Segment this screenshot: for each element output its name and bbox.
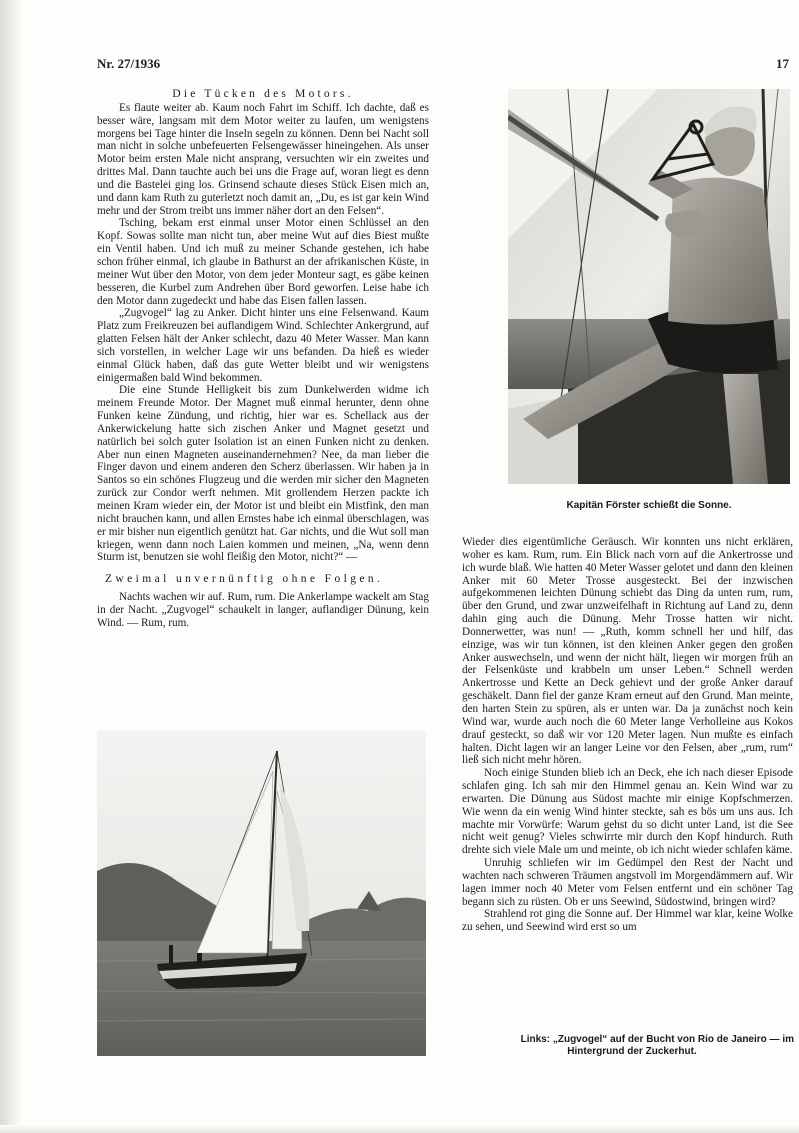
- caption-line-2: Hintergrund der Zuckerhut.: [567, 1046, 697, 1057]
- paragraph: „Zugvogel“ lag zu Anker. Dicht hinter uns eine Felsenwand. Kaum Platz zum Freikreuzen bei auflandigem Wind. Schlechter Ankergrund, auf glatten Felsen hält der Anker schlecht, dazu 40 Meter Wasser. Man kann sich vorstellen, in welcher Lage wir uns befanden. Da hieß es wieder einmal Glück haben, daß das gute Wetter bleibt und wir wenigstens einigermaßen bald Wind bekommen.: [97, 307, 429, 384]
- section-heading-zweimal: Zweimal unvernünftig ohne Folgen.: [105, 573, 384, 586]
- caption-line-1: Links: „Zugvogel“ auf der Bucht von Rio de Janeiro — im: [520, 1034, 794, 1045]
- paragraph: Noch einige Stunden blieb ich an Deck, ehe ich nach dieser Episode schlafen ging. Ich sah mir den Himmel genau an. Kein Wind war zu erwarten. Die Dünung aus Südost machte mir einige Kopfschmerzen. Wie wenn da ein wenig Wind hinter steckte, sah es bös um uns aus. Ich machte mir Vorwürfe: Warum gehst du so dicht unter Land, ist die See nicht weit genug? Vieles schwirrte mir durch den Kopf hindurch. Ruth drehte sich viele Male um und meinte, ob ich nicht wieder schlafen käme.: [462, 767, 793, 857]
- paragraph: Tsching, bekam erst einmal unser Motor einen Schlüssel an den Kopf. Sowas sollte man nicht tun, aber meine Wut auf dies Biest mußte ein Ventil haben. Und ich muß zu meiner Schande gestehen, ich habe schon früher einmal, ich glaube in Bathurst an der afrikanischen Küste, in meiner Wut über den Motor, von dem jeder Monteur sagt, es gäbe keinen besseren, die Kurbel zum Andrehen über Bord geworfen. Leise habe ich den Motor dann zugedeckt und habe das Eisen fallen lassen.: [97, 217, 429, 307]
- section-heading-motor: Die Tücken des Motors.: [172, 88, 354, 100]
- photo-captain-sextant-image: [508, 89, 790, 484]
- paragraph: Unruhig schliefen wir im Gedümpel den Rest der Nacht und wachten nach schweren Träumen angstvoll im Morgendämmern auf. Wir lagen immer noch 40 Meter vom Felsen entfernt und ein schöner Tag begann sich zu rüsten. Ob er uns Seewind, Südostwind, bringen wird?: [462, 857, 793, 908]
- paragraph: Es flaute weiter ab. Kaum noch Fahrt im Schiff. Ich dachte, daß es besser wäre, langsam mit dem Motor weiter zu laufen, um wenigstens morgens bei Tage hinter die Inseln segeln zu können. Denn bei Nacht soll man nicht in solche unbefeuerten Felsengewässer hineingehen. Als unser Motor beim ersten Male nicht ansprang, versuchten wir ein zweites und drittes Mal. Dann tauchte auch bei uns die Frage auf, woran liegt es denn und die Bastelei ging los. Grinsend schaute dieses Stück Eisen mich an, und dann kam Ruth zu guterletzt noch damit an, „Du, es ist gar kein Wind mehr und der Strom treibt uns immer näher dort an den Felsen“.: [97, 101, 429, 217]
- paragraph: Wieder dies eigentümliche Geräusch. Wir konnten uns nicht erklären, woher es kam. Rum, rum. Ein Blick nach vorn auf die Ankertrosse und ich wurde blaß. Wie hatten 40 Meter Wasser gelotet und dann den kleinen Anker mit 60 Meter Trosse ausgesteckt. Bei der inzwischen aufgekommenen leichten Dünung schiebt das Ding da unten rum, rum, über den Grund, und zwar unzweifelhaft in Richtung auf Land zu, denn dahin ging auch die Dünung. Mehr Trosse hatten wir nicht. Donnerwetter, was nun! — „Ruth, komm schnell her und hilf, das einzige, was wir tun können, ist den kleinen Anker gegen den großen Anker auswechseln, und wenn der nicht hält, liegen wir morgen früh an der Felsenküste und krabbeln um unser Leben.“ Schnell werden Ankertrosse und Kette an Deck gehievt und der große Anker darauf geschäkelt. Dann fiel der ganze Kram erneut auf den Grund. Man meinte, den harten Stein zu spüren, als er unten war. Da ja zunächst noch kein Wind war, wurde auch noch die 60 Meter lange Verholleine aus Kokos drauf gesteckt, so daß wir vor 120 Meter lagen. Nun mußte es einfach halten. Dicht lagen wir an langer Leine vor den Felsen, aber „rum, rum“ ließ sich nicht mehr hören.: [462, 536, 793, 767]
- paragraph: Strahlend rot ging die Sonne auf. Der Himmel war klar, keine Wolke zu sehen, und Seewind wird erst so um: [462, 908, 793, 934]
- page-edge-shadow: [0, 0, 22, 1133]
- page-bottom-shadow: [0, 1125, 799, 1133]
- caption-captain-photo: Kapitän Förster schießt die Sonne.: [566, 500, 732, 511]
- left-text-column: [97, 88, 429, 716]
- photo-sailboat-rio: [97, 731, 426, 1056]
- right-text-column: [462, 536, 793, 1028]
- photo-sailboat-image: [97, 731, 426, 1056]
- page-number: 17: [776, 56, 789, 71]
- caption-sailboat-photo: [450, 1034, 794, 1058]
- paragraph: Die eine Stunde Helligkeit bis zum Dunkelwerden widme ich meinem Freunde Motor. Der Magnet muß einmal herunter, denn ohne Funken keine Zündung, und richtig, hier war es. Schellack aus der Ankerwickelung hatte sich zischen Anker und Magnet gesetzt und natürlich bei solch guter Isolation ist an einen Funken nicht zu denken. Aber nun einen Magneten auseinandernehmen? Nee, da man lieber die Finger davon und einem anderen den Scherz überlassen. Wir haben ja in Santos so ein schönes Flugzeug und die werden mir sicher den Magneten zurück zur Condor werft nehmen. Mit grollendem Herzen packte ich meinen Kram wieder ein, der Motor ist und bleibt ein Mistfink, den man nicht brauchen kann, und allen Ernstes habe ich einmal überschlagen, was er mir bisher nun eigentlich genützt hat. Gar nichts, und die Wut soll man kriegen, wenn dann noch Laien kommen und meinen, „Na, wenn denn Sturm ist, benutzen sie wohl fleißig den Motor, nicht?“ —: [97, 384, 429, 564]
- photo-captain-sextant: [508, 89, 790, 484]
- issue-number: Nr. 27/1936: [97, 56, 161, 71]
- paragraph: Nachts wachen wir auf. Rum, rum. Die Ankerlampe wackelt am Stag in der Nacht. „Zugvogel“ schaukelt in langer, auflandiger Dünung, kein Wind. — Rum, rum.: [97, 591, 429, 629]
